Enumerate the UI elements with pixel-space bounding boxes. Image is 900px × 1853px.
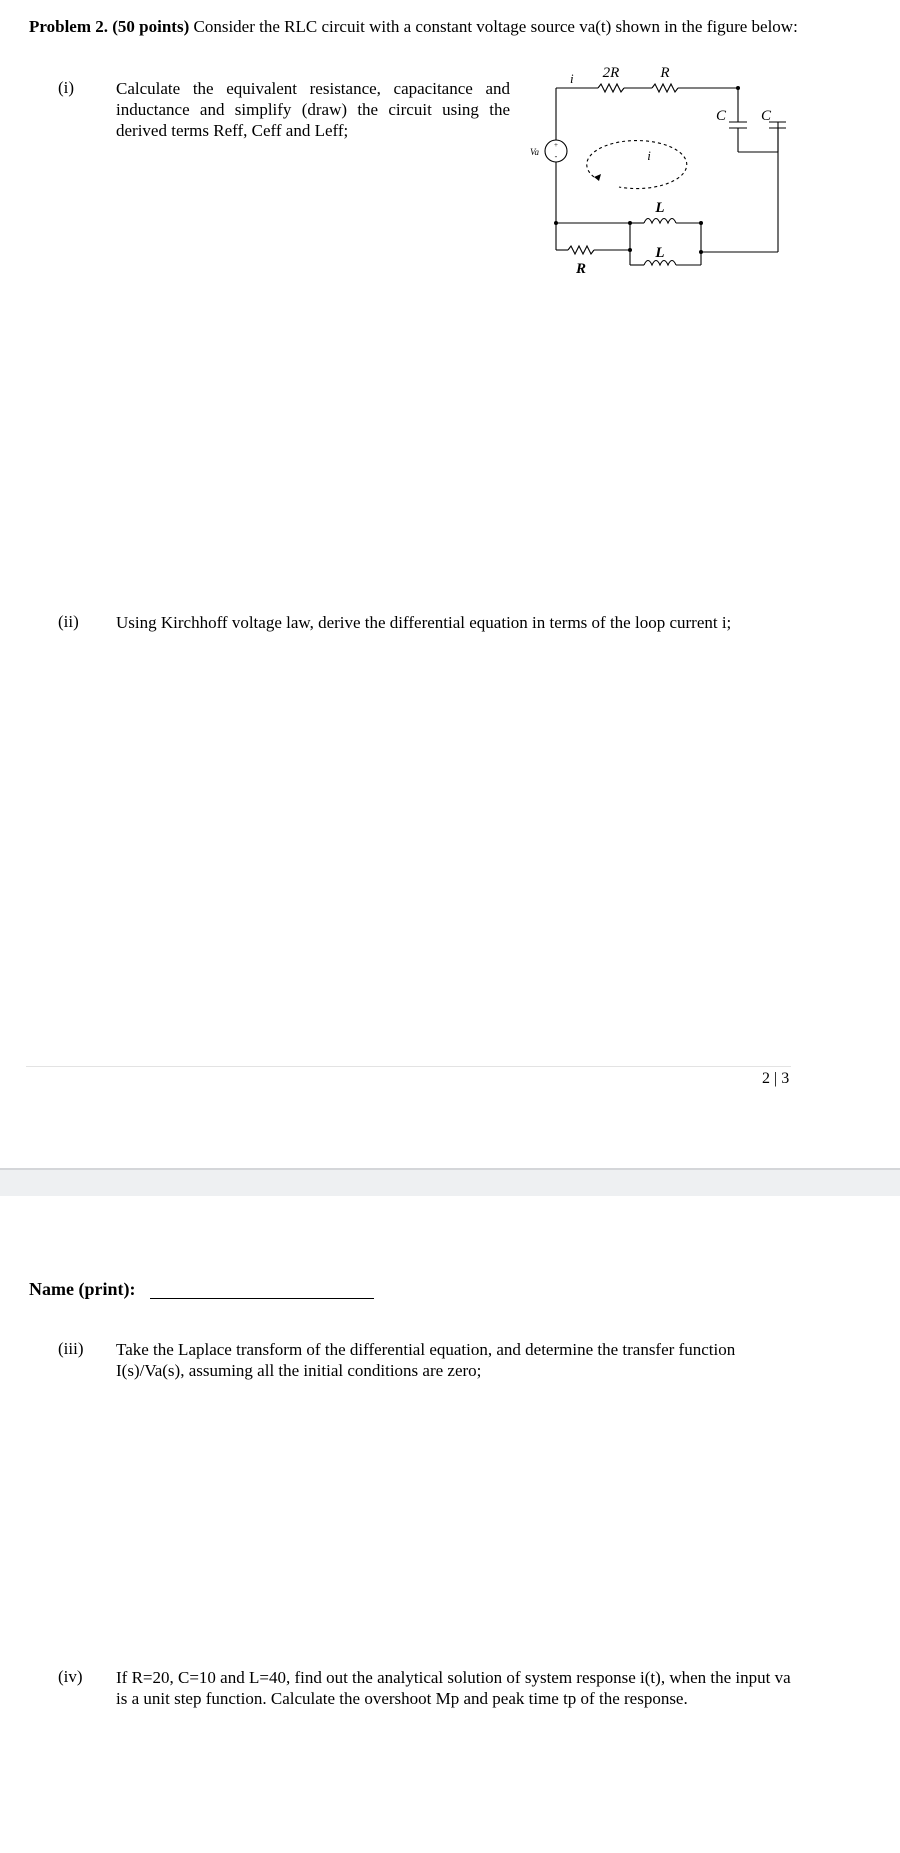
name-print-label: Name (print): — [29, 1279, 136, 1299]
label-l2: L — [655, 245, 665, 261]
page-number: 2 | 3 — [762, 1070, 790, 1087]
label-r-top: R — [660, 65, 670, 81]
page-divider — [26, 1066, 791, 1067]
loop-current-arrow — [587, 141, 687, 189]
label-c1: C — [715, 108, 727, 124]
part-i-number: (i) — [58, 78, 75, 97]
problem-statement — [29, 16, 799, 37]
part-iv-text: If R=20, C=10 and L=40, find out the analytical solution of system response i(t), when the input va is a unit step function. Calculate the overshoot Mp and peak time tp of the response. — [116, 1668, 791, 1708]
part-i-text: Calculate the equivalent resistance, capacitance and inductance and simplify (draw) the circuit using the derived terms Reff, Ceff and Leff; — [116, 79, 510, 140]
plus-sign: + — [554, 141, 558, 149]
part-iii-text: Take the Laplace transform of the differential equation, and determine the transfer function I(s)/Va(s), assuming all the initial conditions are zero; — [116, 1340, 736, 1380]
part-ii-number: (ii) — [58, 612, 79, 631]
loop-current-label: i — [647, 148, 651, 163]
rlc-circuit-diagram — [526, 60, 786, 290]
inductor-2 — [644, 261, 676, 266]
label-r-bottom: R — [575, 261, 587, 277]
inductor-1 — [644, 219, 676, 224]
label-2r: 2R — [602, 65, 620, 81]
problem-intro: Consider the RLC circuit with a constant voltage source va(t) shown in the figure below: — [189, 17, 798, 36]
problem-heading: Problem 2. (50 points) — [29, 17, 190, 36]
resistor-2r — [598, 84, 624, 92]
page-separator — [0, 1168, 900, 1196]
name-field-line[interactable] — [150, 1298, 374, 1299]
source-label: Va — [530, 147, 539, 157]
part-iii-number: (iii) — [58, 1339, 84, 1358]
part-ii-text: Using Kirchhoff voltage law, derive the differential equation in terms of the loop current i; — [116, 613, 732, 632]
resistor-r-bottom — [568, 246, 594, 254]
label-c2: C — [760, 108, 772, 124]
label-l1: L — [655, 200, 665, 216]
part-iv-number: (iv) — [58, 1667, 83, 1686]
current-label-top: i — [570, 71, 574, 86]
minus-sign: - — [554, 152, 558, 161]
resistor-r-top — [652, 84, 678, 92]
